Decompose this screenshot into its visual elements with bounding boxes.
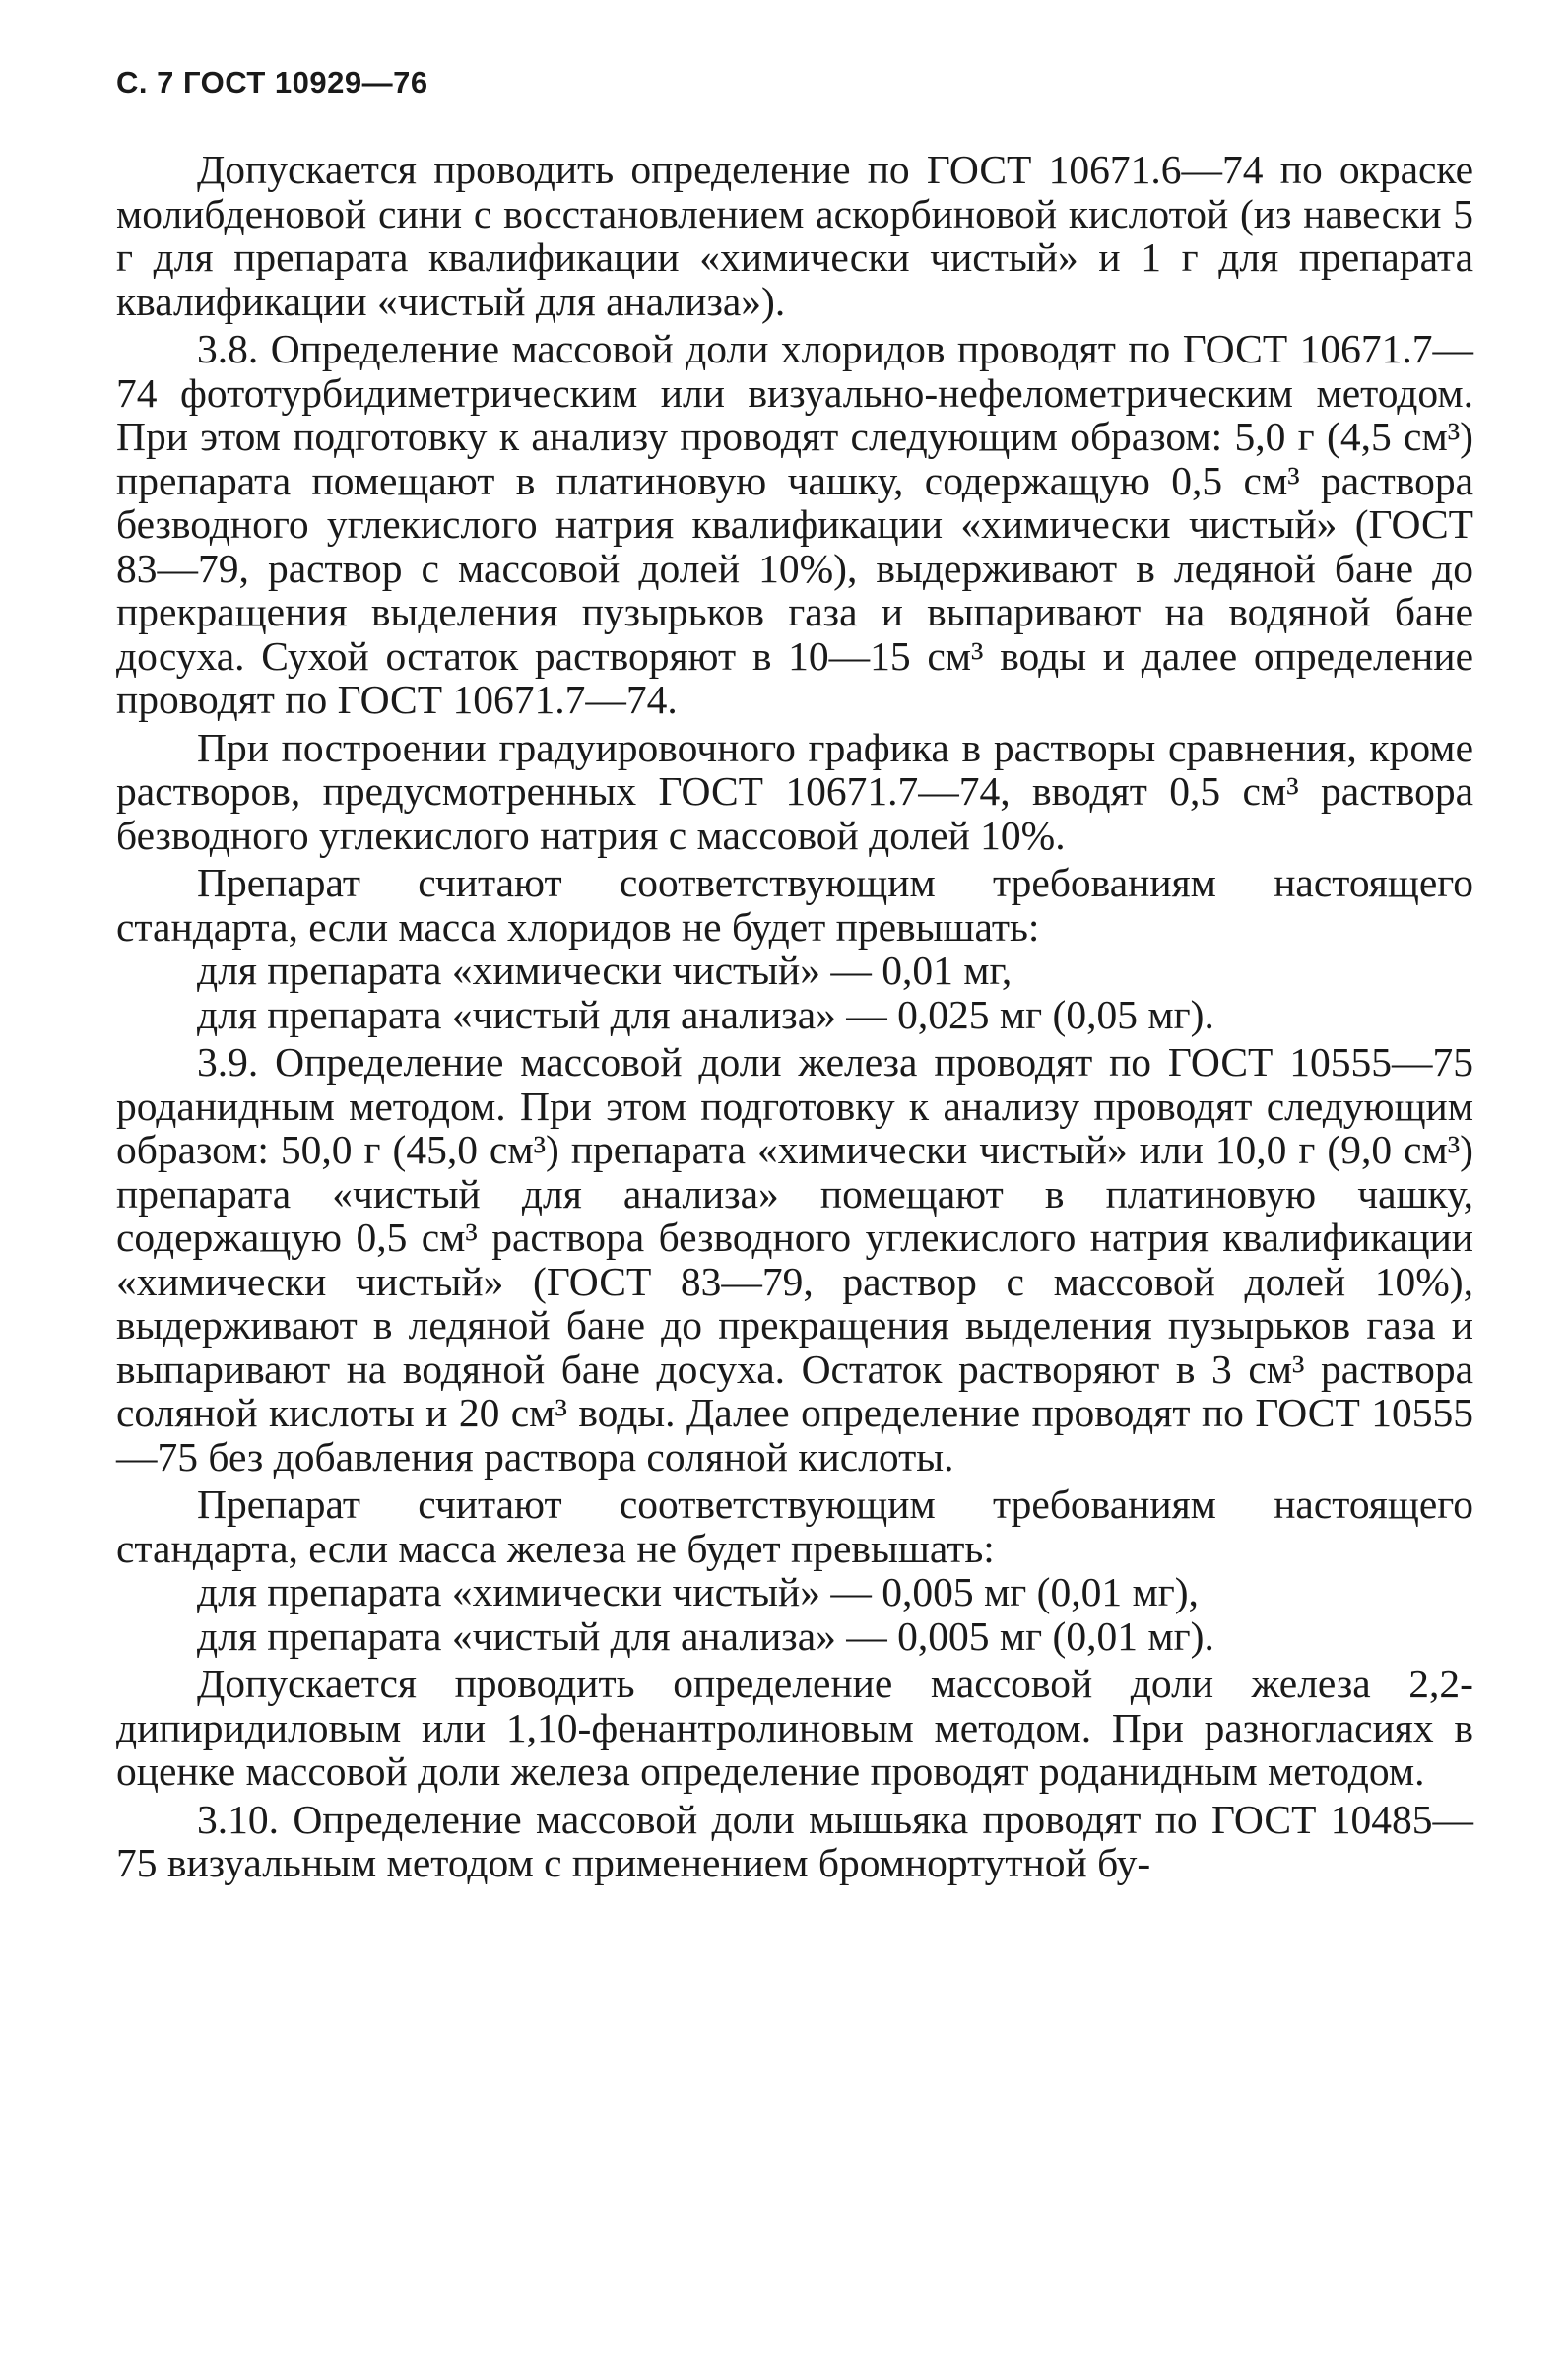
iron-limit-analytical-grade: для препарата «чистый для анализа» — 0,005 мг (0,01 мг).: [197, 1612, 1214, 1659]
paragraph-3-10-arsenic: 3.10. Определение массовой доли мышьяка проводят по ГОСТ 10485—75 визуальным методом с применением бромнортутной бу-: [116, 1796, 1473, 1885]
chlorides-limit-analytical-grade: для препарата «чистый для анализа» — 0,025 мг (0,05 мг).: [197, 991, 1214, 1037]
paragraph-iron-alternative-methods: Допускается проводить определение массовой доли железа 2,2-дипиридиловым или 1,10-фенантролиновым методом. При разногласиях в оценке массовой доли железа определение проводят роданидным методом.: [116, 1661, 1473, 1794]
paragraph-calibration-graph: При построении градуировочного графика в растворы сравнения, кроме растворов, предусмотренных ГОСТ 10671.7—74, вводят 0,5 см³ раствора безводного углекислого натрия с массовой долей 10%.: [116, 724, 1473, 858]
paragraph-chlorides-requirement: Препарат считают соответствующим требованиям настоящего стандарта, если масса хлоридов не будет превышать:: [116, 860, 1473, 950]
paragraph-iron-requirement: Препарат считают соответствующим требованиям настоящего стандарта, если масса железа не будет превышать:: [116, 1481, 1473, 1571]
paragraph-3-8-chlorides: 3.8. Определение массовой доли хлоридов проводят по ГОСТ 10671.7—74 фототурбидиметрическим или визуально-нефелометрическим методом. При этом подготовку к анализу проводят следующим образом: 5,0 г (4,5 см³) препарата помещают в платиновую чашку, содержащую 0,5 см³ раствора безводного углекислого натрия квалификации «химически чистый» (ГОСТ 83—79, раствор с массовой долей 10%), выдерживают в ледяной бане до прекращения выделения пузырьков газа и выпаривают на водяной бане досуха. Сухой остаток растворяют в 10—15 см³ воды и далее определение проводят по ГОСТ 10671.7—74.: [116, 326, 1473, 722]
running-header: С. 7 ГОСТ 10929—76: [116, 65, 428, 99]
paragraph-3-9-iron: 3.9. Определение массовой доли железа проводят по ГОСТ 10555—75 роданидным методом. При этом подготовку к анализу проводят следующим образом: 50,0 г (45,0 см³) препарата «химически чистый» или 10,0 г (9,0 см³) препарата «чистый для анализа» помещают в платиновую чашку, содержащую 0,5 см³ раствора безводного углекислого натрия квалификации «химически чистый» (ГОСТ 83—79, раствор с массовой долей 10%), выдерживают в ледяной бане до прекращения выделения пузырьков газа и выпаривают на водяной бане досуха. Остаток растворяют в 3 см³ раствора соляной кислоты и 20 см³ воды. Далее определение проводят по ГОСТ 10555—75 без добавления раствора соляной кислоты.: [116, 1039, 1473, 1480]
chlorides-limit-chemically-pure: для препарата «химически чистый» — 0,01 мг,: [197, 948, 1013, 993]
iron-limit-chemically-pure: для препарата «химически чистый» — 0,005 мг (0,01 мг),: [197, 1569, 1199, 1614]
paragraph-molybdenum-blue: Допускается проводить определение по ГОСТ 10671.6—74 по окраске молибденовой сини с восстановлением аскорбиновой кислотой (из навески 5 г для препарата квалификации «химически чистый» и 1 г для препарата квалификации «чистый для анализа»).: [116, 147, 1473, 324]
document-body: [116, 148, 1473, 1889]
